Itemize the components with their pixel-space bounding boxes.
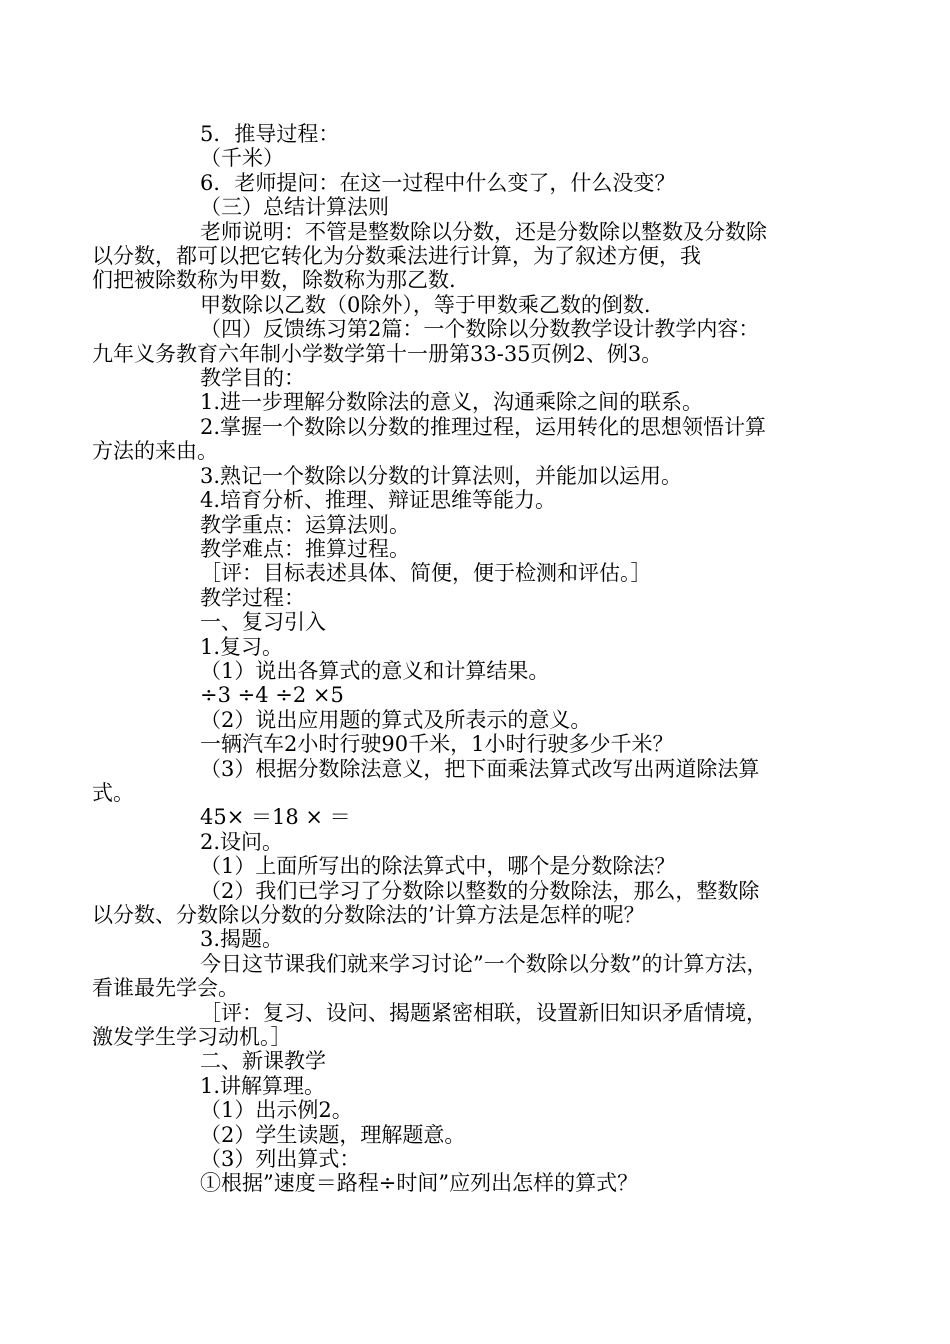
paragraph	[92, 317, 846, 366]
paragraph	[146, 659, 846, 683]
paragraph	[146, 854, 846, 878]
paragraph	[92, 756, 846, 806]
paragraph	[146, 683, 846, 707]
text-line: （3）根据分数除法意义，把下面乘法算式改写出两道除法算	[200, 756, 760, 781]
paragraph	[146, 464, 846, 488]
text-line: （2）我们已学习了分数除以整数的分数除法，那么，整数除	[200, 878, 760, 903]
text-line: （1）说出各算式的意义和计算结果。	[200, 658, 550, 683]
paragraph	[146, 537, 846, 561]
text-line: 今日这节课我们就来学习讨论”一个数除以分数”的计算方法，	[200, 951, 768, 976]
paragraph	[146, 805, 846, 829]
text-line: 二、新课教学	[200, 1049, 326, 1074]
text-line: 一辆汽车2小时行驶90千米，1小时行驶多少千米？	[200, 732, 674, 757]
text-line: 3.熟记一个数除以分数的计算法则，并能加以运用。	[200, 463, 683, 488]
text-line: 教学过程：	[200, 585, 305, 610]
paragraph	[146, 513, 846, 537]
paragraph	[146, 708, 846, 732]
paragraph	[92, 878, 846, 928]
paragraph	[146, 488, 846, 512]
paragraph	[146, 635, 846, 659]
text-line: 5．推导过程：	[200, 122, 340, 146]
text-line: 6．老师提问：在这一过程中什么变了，什么没变？	[200, 170, 676, 195]
text-line: 看谁最先学会。	[92, 976, 239, 1001]
text-line: （三）总结计算法则	[200, 195, 389, 220]
text-line: （千米）	[200, 146, 284, 171]
text-line: 2.设问。	[200, 829, 284, 854]
text-line: 45× ＝18 × ＝	[200, 805, 351, 830]
paragraph	[146, 732, 846, 756]
paragraph	[146, 610, 846, 634]
paragraph	[146, 195, 846, 219]
text-line: 式。	[92, 780, 134, 805]
text-line: 老师说明：不管是整数除以分数，还是分数除以整数及分数除	[200, 219, 767, 244]
paragraph	[92, 951, 846, 1001]
paragraph	[92, 219, 846, 293]
paragraph	[146, 586, 846, 610]
text-line: （四）反馈练习第2篇：一个数除以分数教学设计教学内容：	[200, 317, 760, 342]
text-line: 2.掌握一个数除以分数的推理过程，运用转化的思想领悟计算	[200, 414, 767, 439]
text-line: 教学重点：运算法则。	[200, 512, 410, 537]
paragraph	[146, 1147, 846, 1171]
paragraph	[146, 1098, 846, 1122]
text-line: （1）上面所写出的除法算式中，哪个是分数除法？	[200, 854, 676, 879]
text-line: 4.培育分析、推理、辩证思维等能力。	[200, 488, 557, 513]
text-line: 方法的来由。	[92, 439, 218, 464]
text-line: （2）说出应用题的算式及所表示的意义。	[200, 707, 592, 732]
paragraph	[146, 122, 846, 146]
text-line: 甲数除以乙数（0除外），等于甲数乘乙数的倒数.	[200, 292, 651, 317]
text-line: 们把被除数称为甲数，除数称为那乙数.	[92, 268, 456, 293]
paragraph	[146, 293, 846, 317]
text-line: （1）出示例2。	[200, 1098, 353, 1123]
text-line: 一、复习引入	[200, 610, 326, 635]
text-line: （3）列出算式：	[200, 1147, 361, 1172]
paragraph	[146, 927, 846, 951]
paragraph	[146, 366, 846, 390]
text-line: 九年义务教育六年制小学数学第十一册第33-35页例2、例3。	[92, 341, 663, 366]
document-body	[92, 122, 846, 1196]
text-line: 以分数，都可以把它转化为分数乘法进行计算，为了叙述方便，我	[92, 244, 701, 269]
paragraph	[146, 1074, 846, 1098]
text-line: 1.进一步理解分数除法的意义，沟通乘除之间的联系。	[200, 390, 704, 415]
text-line: 激发学生学习动机。］	[92, 1025, 292, 1050]
text-line: 教学难点：推算过程。	[200, 536, 410, 561]
text-line: ［评：目标表述具体、简便，便于检测和评估。］	[200, 561, 652, 586]
text-line: ①根据”速度＝路程÷时间”应列出怎样的算式？	[200, 1171, 639, 1196]
paragraph	[146, 830, 846, 854]
text-line: 教学目的：	[200, 366, 305, 391]
text-line: （2）学生读题，理解题意。	[200, 1122, 466, 1147]
paragraph	[146, 390, 846, 414]
text-line: ÷3 ÷4 ÷2 ×5	[200, 683, 344, 708]
text-line: 3.揭题。	[200, 927, 284, 952]
paragraph	[92, 1000, 846, 1050]
paragraph	[146, 561, 846, 585]
text-line: 1.复习。	[200, 634, 284, 659]
paragraph	[146, 146, 846, 170]
paragraph	[146, 1171, 846, 1195]
text-line: 以分数、分数除以分数的分数除法的’计算方法是怎样的呢？	[92, 903, 645, 927]
paragraph	[146, 171, 846, 195]
paragraph	[146, 1123, 846, 1147]
text-line: 1.讲解算理。	[200, 1073, 326, 1098]
paragraph	[92, 414, 846, 464]
text-line: ［评：复习、设问、揭题紧密相联，设置新旧知识矛盾情境，	[200, 1000, 767, 1025]
paragraph	[146, 1049, 846, 1073]
